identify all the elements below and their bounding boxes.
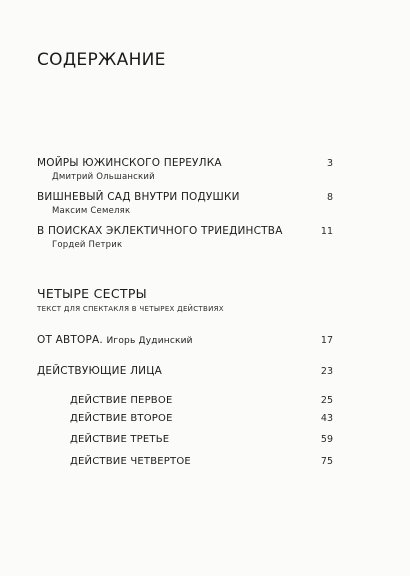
toc-entry-page: 43 xyxy=(320,413,333,424)
toc-entry-act xyxy=(70,434,333,445)
toc-entry-row xyxy=(70,434,333,445)
toc-entry-title: ДЕЙСТВИЕ ТРЕТЬЕ xyxy=(70,434,170,445)
page-title: СОДЕРЖАНИЕ xyxy=(37,50,166,70)
toc-entry xyxy=(37,191,333,216)
toc-entry xyxy=(37,157,333,182)
toc-entry-author: Максим Семеляк xyxy=(52,206,131,216)
toc-entry xyxy=(37,225,333,250)
toc-entry-author: Игорь Дудинский xyxy=(106,336,193,346)
section-title: ЧЕТЫРЕ СЕСТРЫ xyxy=(37,286,147,301)
toc-entry-row xyxy=(37,191,333,203)
toc-entry-act xyxy=(70,395,333,406)
toc-entry-cast xyxy=(37,365,333,377)
toc-entry-preface xyxy=(37,334,333,346)
toc-entry-title: ОТ АВТОРА. xyxy=(37,334,103,346)
toc-entry-page: 11 xyxy=(320,226,333,237)
toc-entry-row xyxy=(70,456,333,467)
toc-entry-title: ДЕЙСТВИЕ ПЕРВОЕ xyxy=(70,395,173,406)
toc-entry-row xyxy=(37,334,333,346)
section-subtitle: ТЕКСТ ДЛЯ СПЕКТАКЛЯ В ЧЕТЫРЕХ ДЕЙСТВИЯХ xyxy=(37,305,224,313)
toc-entry-row xyxy=(70,395,333,406)
toc-entry-page: 23 xyxy=(320,366,333,377)
toc-entry-row xyxy=(37,365,333,377)
toc-entry-page: 3 xyxy=(326,158,333,169)
toc-entry-title: ДЕЙСТВИЕ ЧЕТВЕРТОЕ xyxy=(70,456,191,467)
toc-entry-page: 17 xyxy=(320,335,333,346)
toc-entry-title: ДЕЙСТВИЕ ВТОРОЕ xyxy=(70,413,173,424)
toc-entry-act xyxy=(70,456,333,467)
toc-entry-page: 8 xyxy=(326,192,333,203)
toc-entry-author: Гордей Петрик xyxy=(52,240,123,250)
toc-entry-title: МОЙРЫ ЮЖИНСКОГО ПЕРЕУЛКА xyxy=(37,157,222,169)
toc-entry-row xyxy=(70,413,333,424)
toc-entry-act xyxy=(70,413,333,424)
toc-entry-row xyxy=(37,225,333,237)
toc-entry-title-group xyxy=(37,334,193,346)
toc-entry-author: Дмитрий Ольшанский xyxy=(52,172,155,182)
toc-entry-title: ВИШНЕВЫЙ САД ВНУТРИ ПОДУШКИ xyxy=(37,191,240,203)
toc-entry-page: 75 xyxy=(320,456,333,467)
toc-entry-page: 25 xyxy=(320,395,333,406)
toc-entry-title: ДЕЙСТВУЮЩИЕ ЛИЦА xyxy=(37,365,162,377)
toc-entry-page: 59 xyxy=(320,434,333,445)
toc-entry-row xyxy=(37,157,333,169)
toc-entry-title: В ПОИСКАХ ЭКЛЕКТИЧНОГО ТРИЕДИНСТВА xyxy=(37,225,283,237)
